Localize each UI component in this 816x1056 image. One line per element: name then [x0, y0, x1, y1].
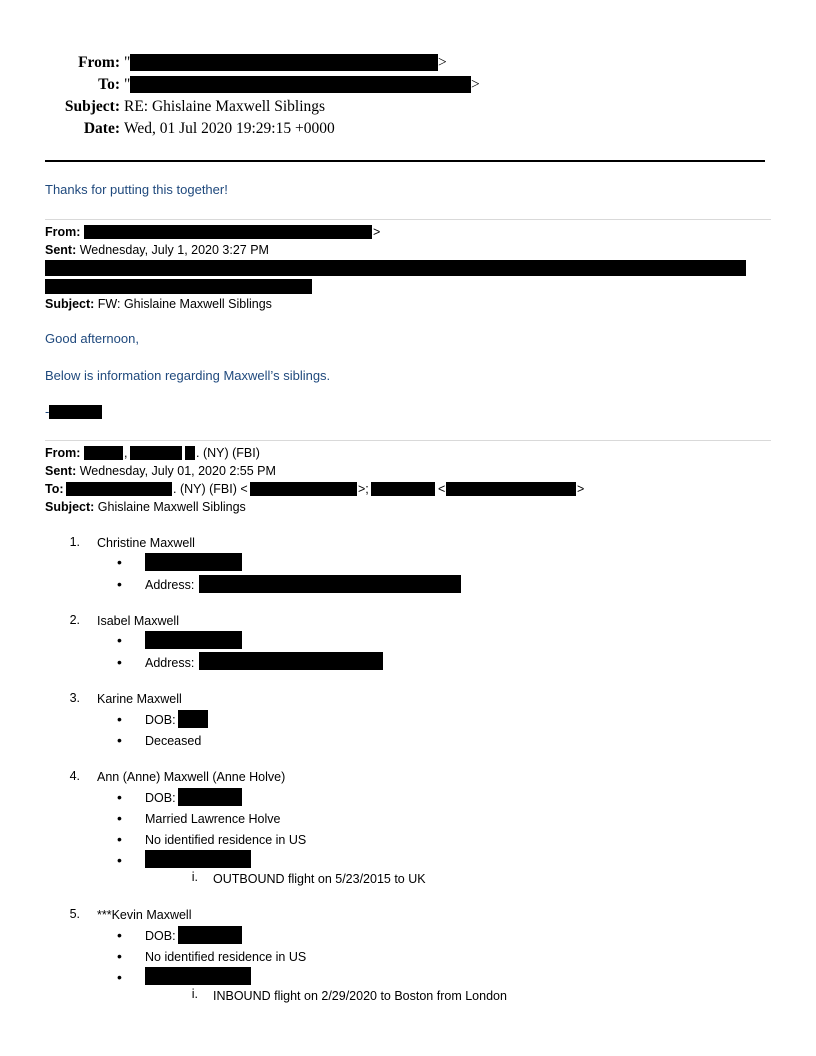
fwd1-from-label: From: [45, 225, 81, 239]
bullet: • [117, 654, 122, 670]
quote-divider [45, 219, 771, 220]
dob-label: DOB: [145, 791, 176, 805]
fwd2-from-tail: . (NY) (FBI) [196, 446, 260, 460]
fwd1-greeting: Good afternoon, [45, 331, 139, 346]
redaction-box [130, 446, 182, 460]
address-label: Address: [145, 656, 195, 670]
bullet: • [117, 554, 122, 570]
list-number: 4. [69, 769, 80, 783]
subject-value: RE: Ghislaine Maxwell Siblings [124, 98, 326, 115]
list-number: 1. [69, 535, 80, 549]
from-label: From: [78, 54, 120, 71]
flight-text: OUTBOUND flight on 5/23/2015 to UK [213, 872, 426, 886]
to-label: To: [98, 76, 120, 93]
fwd2-to-label: To: [45, 482, 64, 496]
redaction-box [199, 575, 461, 593]
fwd1-body: Below is information regarding Maxwell’s siblings. [45, 368, 331, 383]
fwd2-subject-row [45, 498, 246, 516]
redaction-box [199, 652, 383, 670]
fwd2-to-part3: < [438, 482, 446, 496]
redaction-box [145, 631, 242, 649]
subject-label: Subject: [64, 98, 120, 115]
sibling-name: Isabel Maxwell [97, 614, 179, 628]
sibling-name: Karine Maxwell [97, 692, 182, 706]
reply-body: Thanks for putting this together! [45, 182, 228, 197]
married-text: Married Lawrence Holve [145, 812, 281, 826]
redaction-box [130, 54, 438, 71]
sibling-name: ***Kevin Maxwell [97, 908, 192, 922]
sibling-name: Ann (Anne) Maxwell (Anne Holve) [97, 770, 286, 784]
fwd1-subject-label: Subject: [45, 297, 95, 311]
fwd1-subject-value: FW: Ghislaine Maxwell Siblings [97, 297, 272, 311]
redaction-box [178, 710, 208, 728]
list-number: 3. [69, 691, 80, 705]
redaction-box [145, 553, 242, 571]
redaction-box [371, 482, 435, 496]
sibling-name: Christine Maxwell [97, 536, 195, 550]
fwd1-from-row [45, 223, 80, 241]
fwd2-sent-label: Sent: [45, 464, 77, 478]
fwd1-sent-value: Wednesday, July 1, 2020 3:27 PM [79, 243, 269, 257]
fwd1-from-tail: > [373, 225, 381, 239]
residence-text: No identified residence in US [145, 833, 307, 847]
redaction-box [84, 446, 123, 460]
redaction-box [145, 850, 251, 868]
fwd2-subject-label: Subject: [45, 500, 95, 514]
fwd2-subject-value: Ghislaine Maxwell Siblings [97, 500, 246, 514]
redaction-box [45, 260, 746, 276]
header-divider [45, 160, 765, 162]
redaction-box [250, 482, 357, 496]
fwd2-sent-value: Wednesday, July 01, 2020 2:55 PM [79, 464, 276, 478]
list-number: 5. [69, 907, 80, 921]
fwd2-to-part1: . (NY) (FBI) < [173, 482, 248, 496]
quote-divider [45, 440, 771, 441]
dob-label: DOB: [145, 713, 176, 727]
redaction-box [145, 967, 251, 985]
bullet: • [117, 789, 122, 805]
sub-number: i. [191, 987, 198, 1001]
address-label: Address: [145, 578, 195, 592]
bullet: • [117, 576, 122, 592]
bullet: • [117, 632, 122, 648]
bullet: • [117, 732, 122, 748]
date-label: Date: [83, 120, 120, 137]
redaction-box [185, 446, 195, 460]
redaction-box [130, 76, 471, 93]
dob-label: DOB: [145, 929, 176, 943]
redaction-box [49, 405, 102, 419]
fwd2-from-label: From: [45, 446, 81, 460]
to-tail: > [471, 76, 480, 93]
flight-text: INBOUND flight on 2/29/2020 to Boston from London [213, 989, 507, 1003]
bullet: • [117, 810, 122, 826]
status-text: Deceased [145, 734, 202, 748]
fwd2-to-part2: >; [358, 482, 369, 496]
bullet: • [117, 969, 122, 985]
date-value: Wed, 01 Jul 2020 19:29:15 +0000 [124, 120, 335, 137]
from-value: " [124, 54, 131, 71]
fwd2-to-label-wrap [45, 480, 64, 498]
fwd2-sent-row [45, 462, 276, 480]
bullet: • [117, 948, 122, 964]
redaction-box [178, 788, 242, 806]
fwd1-sent-row [45, 241, 269, 259]
fwd2-to-part4: > [577, 482, 585, 496]
residence-text: No identified residence in US [145, 950, 307, 964]
fwd2-from-label-wrap [45, 444, 80, 462]
fwd1-sent-label: Sent: [45, 243, 77, 257]
bullet: • [117, 927, 122, 943]
redaction-box [178, 926, 242, 944]
list-number: 2. [69, 613, 80, 627]
from-tail: > [438, 54, 447, 71]
redaction-box [45, 279, 312, 294]
redaction-box [66, 482, 172, 496]
redaction-box [446, 482, 576, 496]
fwd1-signoff-dash: - [45, 404, 50, 419]
bullet: • [117, 831, 122, 847]
fwd2-from-comma: , [124, 446, 128, 460]
to-value: " [124, 76, 131, 93]
fwd1-subject-row [45, 295, 272, 313]
sub-number: i. [191, 870, 198, 884]
bullet: • [117, 852, 122, 868]
redaction-box [84, 225, 372, 239]
bullet: • [117, 711, 122, 727]
